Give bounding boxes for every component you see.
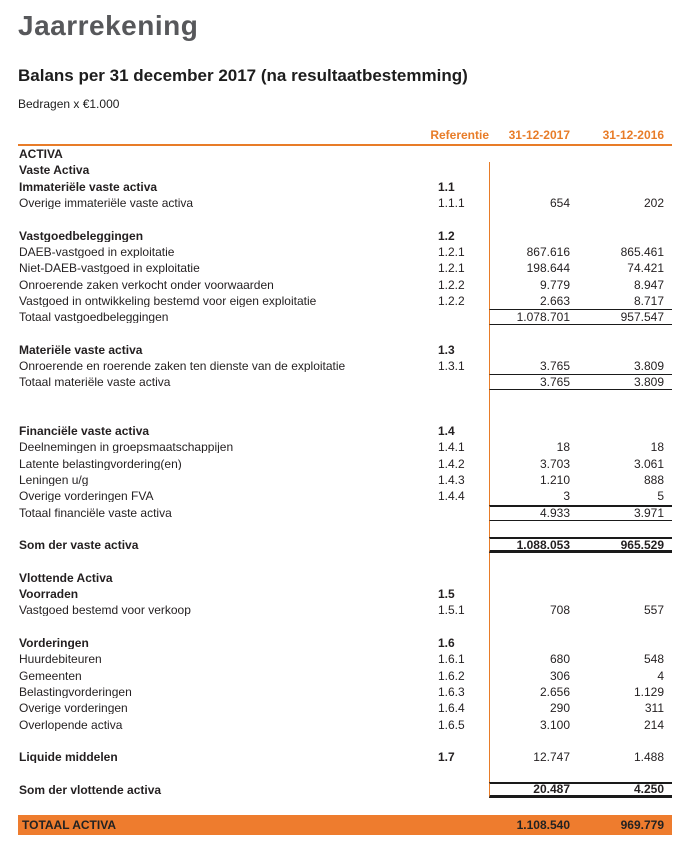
row-label: Niet-DAEB-vastgoed in exploitatie bbox=[19, 262, 200, 275]
table-row-vaste-activa-heading bbox=[18, 162, 672, 178]
row-value-2016 bbox=[578, 423, 672, 439]
table-row bbox=[18, 244, 672, 260]
row-label: Financiële vaste activa bbox=[19, 425, 150, 438]
row-value-2017 bbox=[489, 423, 578, 439]
row-value-2017: 12.747 bbox=[489, 749, 578, 765]
total-row-financiele-vaste-activa bbox=[18, 505, 672, 521]
row-ref: 1.2.1 bbox=[438, 244, 465, 259]
row-label: Onroerende zaken verkocht onder voorwaarden bbox=[19, 278, 274, 291]
totaal-activa-row bbox=[18, 815, 672, 835]
row-value-2016: 18 bbox=[650, 440, 664, 455]
row-ref: 1.4.4 bbox=[438, 489, 465, 504]
row-ref: 1.6.4 bbox=[438, 701, 465, 716]
row-ref: 1.3.1 bbox=[438, 359, 465, 373]
row-value-2016: 3.061 bbox=[633, 456, 664, 471]
table-row-section bbox=[18, 586, 672, 602]
section-subtitle: Balans per 31 december 2017 (na resultaatbestemming) bbox=[18, 66, 468, 85]
table-row-activa-heading bbox=[18, 146, 672, 162]
row-value-2016: 557 bbox=[643, 603, 664, 618]
row-value-2017: 3.100 bbox=[489, 716, 578, 732]
spacer-row bbox=[18, 798, 672, 814]
table-row-liquide-middelen bbox=[18, 749, 672, 765]
row-value-2016: 4 bbox=[657, 668, 664, 683]
row-value-2016: 214 bbox=[643, 717, 664, 732]
row-label: Latente belastingvordering(en) bbox=[19, 457, 182, 470]
row-label: Liquide middelen bbox=[19, 751, 118, 764]
table-row bbox=[18, 684, 672, 700]
row-label: Overige vorderingen bbox=[19, 702, 128, 715]
row-value-2017 bbox=[489, 586, 578, 602]
row-label: Overige immateriële vaste activa bbox=[19, 197, 194, 210]
row-ref: 1.5.1 bbox=[438, 603, 465, 618]
table-row bbox=[18, 293, 672, 309]
row-ref: 1.6.5 bbox=[438, 717, 465, 732]
row-value-2017: 708 bbox=[489, 602, 578, 618]
row-value-2017 bbox=[489, 162, 578, 178]
row-value-2017: 198.644 bbox=[489, 260, 578, 276]
row-label: Overlopende activa bbox=[19, 718, 123, 731]
row-label: Vastgoed bestemd voor verkoop bbox=[19, 604, 191, 617]
row-value-2017 bbox=[489, 570, 578, 586]
row-value-2017 bbox=[489, 179, 578, 195]
row-label: Totaal financiële vaste activa bbox=[19, 506, 172, 519]
row-value-2017: 9.779 bbox=[489, 276, 578, 292]
row-label: Vastgoedbeleggingen bbox=[19, 229, 144, 242]
row-label: Belastingvorderingen bbox=[19, 685, 132, 698]
spacer-row bbox=[18, 211, 672, 227]
row-value-2017: 1.210 bbox=[489, 472, 578, 488]
row-value-2016 bbox=[578, 635, 672, 651]
row-value-2017: 1.088.053 bbox=[489, 537, 578, 553]
row-label: Totaal materiële vaste activa bbox=[19, 376, 171, 389]
row-label: Voorraden bbox=[19, 588, 79, 601]
spacer-row bbox=[18, 390, 672, 406]
row-ref: 1.7 bbox=[438, 750, 455, 765]
row-label: Immateriële vaste activa bbox=[19, 180, 158, 193]
table-row bbox=[18, 260, 672, 276]
year-2016-column-header: 31-12-2016 bbox=[602, 128, 664, 142]
row-value-2016: 74.421 bbox=[627, 261, 664, 276]
table-row bbox=[18, 439, 672, 455]
row-label: Huurdebiteuren bbox=[19, 653, 102, 666]
spacer-row bbox=[18, 553, 672, 569]
row-label: Totaal vastgoedbeleggingen bbox=[19, 311, 169, 324]
row-value-2017: 18 bbox=[489, 439, 578, 455]
row-value-2016: 957.547 bbox=[578, 309, 672, 325]
table-row bbox=[18, 716, 672, 732]
row-value-2017: 867.616 bbox=[489, 244, 578, 260]
row-label: Leningen u/g bbox=[19, 474, 89, 487]
spacer-row bbox=[18, 733, 672, 749]
spacer-row bbox=[18, 619, 672, 635]
row-label: Vlottende Activa bbox=[19, 571, 113, 584]
table-row-section bbox=[18, 423, 672, 439]
row-ref: 1.2 bbox=[438, 228, 455, 243]
row-value-2016: 4.250 bbox=[578, 782, 672, 798]
table-row-section bbox=[18, 179, 672, 195]
row-label: Vastgoed in ontwikkeling bestemd voor eigen exploitatie bbox=[19, 294, 317, 307]
total-row-vastgoedbeleggingen bbox=[18, 309, 672, 325]
row-value-2017: 306 bbox=[489, 668, 578, 684]
row-label: Materiële vaste activa bbox=[19, 343, 143, 356]
row-label: Som der vlottende activa bbox=[19, 783, 162, 796]
spacer-row bbox=[18, 325, 672, 341]
table-row-section bbox=[18, 635, 672, 651]
row-ref: 1.5 bbox=[438, 587, 455, 602]
sum-row-vaste-activa bbox=[18, 537, 672, 553]
row-value-2016 bbox=[578, 227, 672, 243]
row-value-2017: 3.703 bbox=[489, 456, 578, 472]
row-value-2016: 3.809 bbox=[578, 374, 672, 390]
row-value-2016: 1.488 bbox=[633, 750, 664, 765]
row-value-2016 bbox=[578, 570, 672, 586]
row-value-2017: 3 bbox=[489, 488, 578, 504]
row-value-2016: 311 bbox=[644, 701, 664, 716]
row-ref: 1.1 bbox=[438, 179, 455, 194]
row-value-2017: 2.663 bbox=[489, 293, 578, 309]
total-row-materiele-vaste-activa bbox=[18, 374, 672, 390]
row-ref: 1.2.2 bbox=[438, 277, 465, 292]
row-label: Vorderingen bbox=[19, 637, 89, 650]
row-label: TOTAAL ACTIVA bbox=[22, 819, 116, 832]
row-value-2017: 290 bbox=[489, 700, 578, 716]
row-value-2017 bbox=[489, 342, 578, 358]
table-row bbox=[18, 700, 672, 716]
row-ref: 1.4 bbox=[438, 424, 455, 439]
table-row bbox=[18, 358, 672, 374]
spacer-row bbox=[18, 407, 672, 423]
row-value-2016: 548 bbox=[643, 652, 664, 667]
page-title: Jaarrekening bbox=[18, 10, 199, 41]
table-row bbox=[18, 602, 672, 618]
row-value-2016: 969.779 bbox=[620, 818, 664, 833]
sum-row-vlottende-activa bbox=[18, 782, 672, 798]
row-value-2016: 3.809 bbox=[633, 359, 664, 373]
row-value-2017: 3.765 bbox=[489, 374, 578, 390]
row-value-2017: 4.933 bbox=[489, 505, 578, 521]
table-row-section bbox=[18, 342, 672, 358]
table-row bbox=[18, 488, 672, 504]
reference-column-header: Referentie bbox=[430, 128, 489, 142]
table-row bbox=[18, 651, 672, 667]
row-ref: 1.4.3 bbox=[438, 473, 465, 488]
row-value-2016 bbox=[578, 179, 672, 195]
row-value-2016 bbox=[578, 162, 672, 178]
row-label: Gemeenten bbox=[19, 669, 82, 682]
table-row-vlottende-activa-heading bbox=[18, 570, 672, 586]
row-value-2017: 3.765 bbox=[489, 358, 578, 374]
row-value-2016: 202 bbox=[643, 196, 664, 211]
row-ref: 1.6 bbox=[438, 636, 455, 651]
row-label: Deelnemingen in groepsmaatschappijen bbox=[19, 441, 234, 454]
row-value-2016 bbox=[578, 586, 672, 602]
row-value-2017 bbox=[489, 227, 578, 243]
row-value-2016: 8.947 bbox=[633, 277, 664, 292]
row-value-2017: 654 bbox=[489, 195, 578, 211]
row-label: Som der vaste activa bbox=[19, 539, 139, 552]
row-label: DAEB-vastgoed in exploitatie bbox=[19, 245, 175, 258]
row-value-2016: 865.461 bbox=[620, 244, 664, 259]
row-value-2016: 3.971 bbox=[578, 505, 672, 521]
row-value-2017 bbox=[489, 146, 578, 162]
table-row bbox=[18, 276, 672, 292]
row-ref: 1.4.1 bbox=[438, 440, 465, 455]
row-value-2017: 2.656 bbox=[489, 684, 578, 700]
row-ref: 1.2.2 bbox=[438, 293, 465, 308]
balance-sheet-table bbox=[18, 126, 672, 835]
spacer-row bbox=[18, 521, 672, 537]
row-value-2017: 1.108.540 bbox=[516, 818, 570, 833]
table-row-section bbox=[18, 227, 672, 243]
row-value-2016: 1.129 bbox=[633, 684, 664, 699]
table-row bbox=[18, 456, 672, 472]
row-ref: 1.6.1 bbox=[438, 652, 465, 667]
table-row bbox=[18, 195, 672, 211]
row-value-2016: 8.717 bbox=[633, 293, 664, 308]
row-value-2017: 20.487 bbox=[489, 782, 578, 798]
row-value-2017: 680 bbox=[489, 651, 578, 667]
row-ref: 1.6.3 bbox=[438, 684, 465, 699]
year-2017-column-header: 31-12-2017 bbox=[508, 128, 570, 142]
row-ref: 1.6.2 bbox=[438, 668, 465, 683]
row-label: Onroerende en roerende zaken ten dienste van de exploitatie bbox=[19, 360, 346, 372]
table-row bbox=[18, 472, 672, 488]
table-row bbox=[18, 668, 672, 684]
row-value-2017 bbox=[489, 635, 578, 651]
row-value-2016: 5 bbox=[657, 489, 664, 504]
row-label: Overige vorderingen FVA bbox=[19, 490, 154, 503]
row-ref: 1.3 bbox=[438, 342, 455, 357]
row-value-2016 bbox=[578, 146, 672, 162]
row-value-2017: 1.078.701 bbox=[489, 309, 578, 325]
row-ref: 1.1.1 bbox=[438, 196, 465, 211]
row-label: ACTIVA bbox=[19, 148, 63, 161]
row-value-2016 bbox=[578, 342, 672, 358]
amounts-note: Bedragen x €1.000 bbox=[18, 97, 120, 111]
table-header-row bbox=[18, 126, 672, 146]
row-value-2016: 965.529 bbox=[578, 537, 672, 553]
row-ref: 1.4.2 bbox=[438, 456, 465, 471]
row-value-2016: 888 bbox=[643, 473, 664, 488]
spacer-row bbox=[18, 765, 672, 781]
row-label: Vaste Activa bbox=[19, 164, 90, 177]
row-ref: 1.2.1 bbox=[438, 261, 465, 276]
